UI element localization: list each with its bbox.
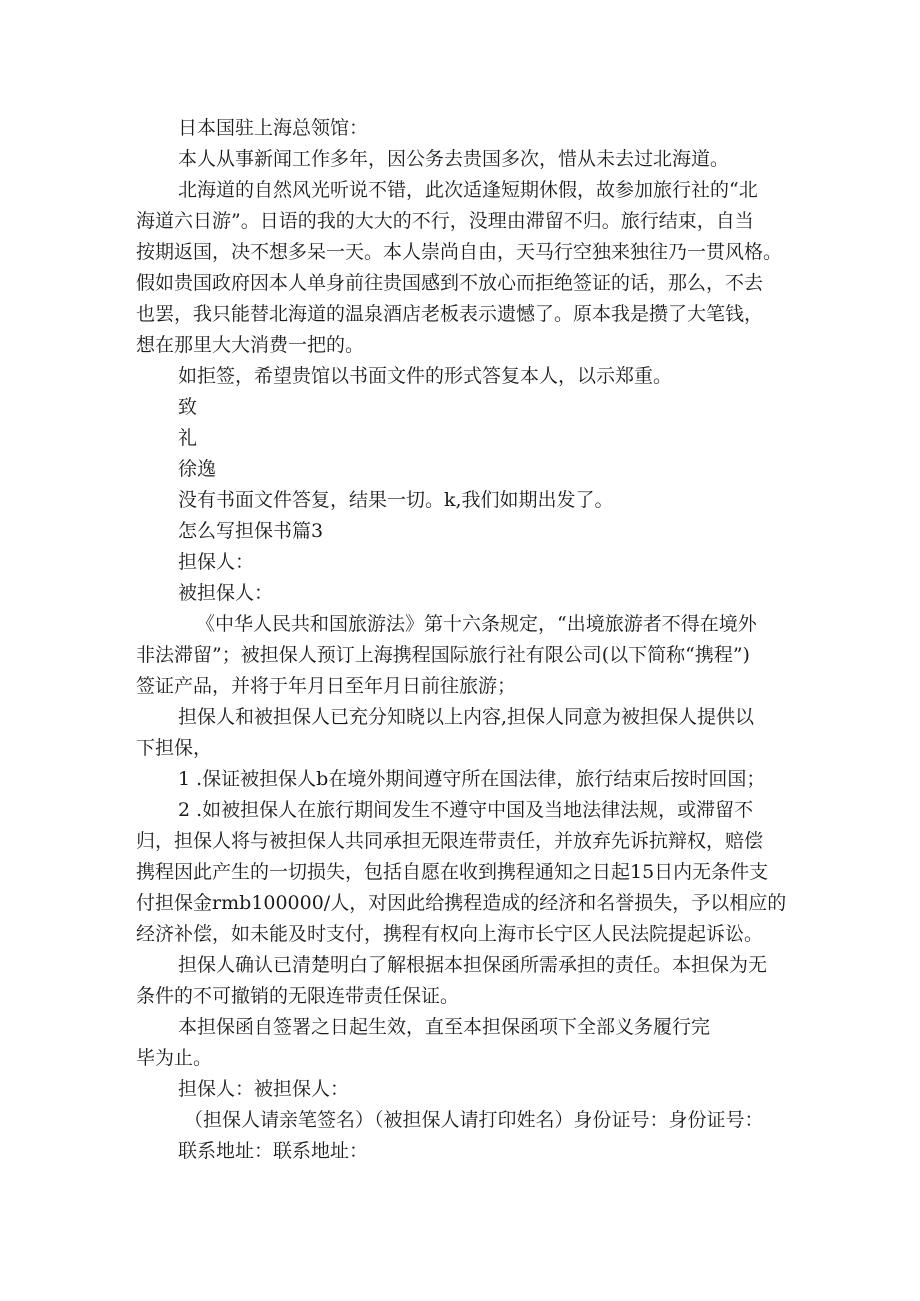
body-line: 也罢，我只能替北海道的温泉酒店老板表示遗憾了。原本我是攒了大笔钱，: [136, 303, 764, 325]
form-field-label: 被担保人：: [178, 582, 274, 604]
body-line: 归，担保人将与被担保人共同承担无限连带责任，并放弃先诉抗辩权，赔偿: [136, 830, 764, 852]
body-line: 付担保金rmb100000/人，对因此给携程造成的经济和名誉损失，予以相应的: [136, 892, 787, 914]
body-line: 担保人确认已清楚明白了解根据本担保函所需承担的责任。本担保为无: [178, 954, 768, 976]
body-line: 假如贵国政府因本人单身前往贵国感到不放心而拒绝签证的话，那么，不去: [136, 272, 764, 294]
body-line: 携程因此产生的一切损失，包括自愿在收到携程通知之日起15日内无条件支: [136, 861, 769, 883]
body-line: 按期返国，决不想多呆一天。本人崇尚自由，天马行空独来独往乃一贯风格。: [136, 241, 783, 263]
closing-line: 致: [178, 396, 198, 418]
body-line: 下担保，: [136, 737, 213, 759]
body-line: 本担保函自签署之日起生效，直至本担保函项下全部义务履行完: [178, 1016, 711, 1038]
body-line: 毕为止。: [136, 1047, 213, 1069]
closing-line: 礼: [178, 427, 198, 449]
body-line: 签证产品，并将于年月日至年月日前往旅游；: [136, 675, 517, 697]
body-line: 《中华人民共和国旅游法》第十六条规定，“出境旅游者不得在境外: [196, 613, 757, 635]
address-label: 联系地址：联系地址：: [178, 1140, 369, 1162]
list-item: 1 .保证被担保人b在境外期间遵守所在国法律，旅行结束后按时回国；: [178, 768, 766, 790]
body-line: 没有书面文件答复，结果一切。k,我们如期出发了。: [178, 489, 614, 511]
body-line: 如拒签，希望贵馆以书面文件的形式答复本人，以示郑重。: [178, 365, 673, 387]
body-line: 条件的不可撤销的无限连带责任保证。: [136, 985, 460, 1007]
signature-label: 担保人：被担保人：: [178, 1078, 350, 1100]
signature-name: 徐逸: [178, 458, 217, 480]
body-line: 经济补偿，如未能及时支付，携程有权向上海市长宁区人民法院提起诉讼。: [136, 923, 764, 945]
form-field-label: 担保人：: [178, 551, 255, 573]
body-line: 本人从事新闻工作多年，因公务去贵国多次，惜从未去过北海道。: [178, 148, 730, 170]
body-line: 担保人和被担保人已充分知晓以上内容,担保人同意为被担保人提供以: [178, 706, 755, 728]
body-line: 非法滞留”；被担保人预订上海携程国际旅行社有限公司(以下简称“携程”): [136, 644, 750, 666]
body-line: 想在那里大大消费一把的。: [136, 334, 365, 356]
list-item: 2 .如被担保人在旅行期间发生不遵守中国及当地法律法规，或滞留不: [178, 799, 754, 821]
body-line: 海道六日游”。日语的我的大大的不行，没理由滞留不归。旅行结束，自当: [136, 210, 754, 232]
signature-instructions: （担保人请亲笔签名）（被担保人请打印姓名）身份证号：身份证号：: [184, 1109, 764, 1131]
salutation-line: 日本国驻上海总领馆：: [178, 117, 369, 139]
section-heading: 怎么写担保书篇3: [178, 520, 324, 542]
body-line: 北海道的自然风光听说不错，此次适逢短期休假，故参加旅行社的“北: [178, 179, 758, 201]
